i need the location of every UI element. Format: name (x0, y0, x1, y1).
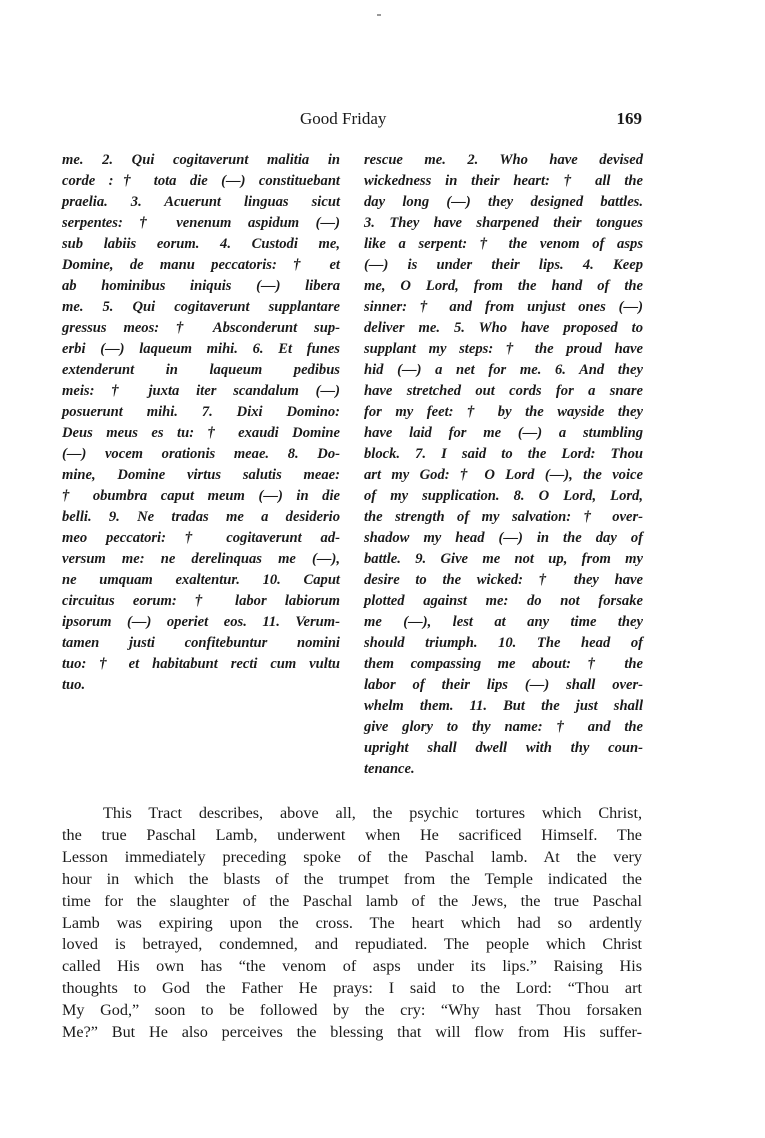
english-line: desire to the wicked: † they have (364, 572, 643, 588)
latin-line: meis: † juxta iter scandalum (—) (62, 383, 340, 399)
english-line: have stretched out cords for a snare (364, 383, 643, 399)
commentary-line: hour in which the blasts of the trumpet from the Temple indicated the (62, 869, 642, 888)
english-line: rescue me. 2. Who have devised (364, 152, 643, 168)
english-line: labor of their lips (—) shall over- (364, 677, 643, 693)
english-line: should triumph. 10. The head of (364, 635, 643, 651)
latin-line: meo peccatori: † cogitaverunt ad- (62, 530, 340, 546)
english-line: art my God: † O Lord (—), the voice (364, 467, 643, 483)
english-line: wickedness in their heart: † all the (364, 173, 643, 189)
latin-line: (—) vocem orationis meae. 8. Do- (62, 446, 340, 462)
latin-line: Domine, de manu peccatoris: † et (62, 257, 340, 273)
english-line: the strength of my salvation: † over- (364, 509, 643, 525)
english-line: upright shall dwell with thy coun- (364, 740, 643, 756)
latin-line: extenderunt in laqueum pedibus (62, 362, 340, 378)
english-line: tenance. (364, 761, 415, 777)
latin-line: † obumbra caput meum (—) in die (62, 488, 340, 504)
english-line: me (—), lest at any time they (364, 614, 643, 630)
english-line: supplant my steps: † the proud have (364, 341, 643, 357)
commentary-paragraph (62, 803, 642, 1044)
latin-line: corde :† tota die (—) constituebant (62, 173, 340, 189)
latin-line: tuo: † et habitabunt recti cum vultu (62, 656, 340, 672)
latin-line: me. 5. Qui cogitaverunt supplantare (62, 299, 340, 315)
latin-line: sub labiis eorum. 4. Custodi me, (62, 236, 340, 252)
latin-line: erbi (—) laqueum mihi. 6. Et funes (62, 341, 340, 357)
english-line: sinner: † and from unjust ones (—) (364, 299, 643, 315)
page-header (62, 109, 642, 133)
latin-line: me. 2. Qui cogitaverunt malitia in (62, 152, 340, 168)
latin-line: ab hominibus iniquis (—) libera (62, 278, 340, 294)
latin-line: gressus meos: † Absconderunt sup- (62, 320, 340, 336)
commentary-line: called His own has “the venom of asps under its lips.” Raising His (62, 957, 642, 976)
english-line: like a serpent: † the venom of asps (364, 236, 643, 252)
latin-line: circuitus eorum: † labor labiorum (62, 593, 340, 609)
latin-line: Deus meus es tu: † exaudi Domine (62, 425, 340, 441)
latin-line: posuerunt mihi. 7. Dixi Domino: (62, 404, 340, 420)
commentary-line: loved is betrayed, condemned, and repudiated. The people which Christ (62, 935, 642, 954)
latin-line: ne umquam exaltentur. 10. Caput (62, 572, 340, 588)
english-line: plotted against me: do not forsake (364, 593, 643, 609)
latin-line: ipsorum (—) operiet eos. 11. Verum- (62, 614, 340, 630)
commentary-line: This Tract describes, above all, the psychic tortures which Christ, (103, 804, 642, 822)
commentary-line: thoughts to God the Father He prays: I said to the Lord: “Thou art (62, 979, 642, 998)
latin-line: mine, Domine virtus salutis meae: (62, 467, 340, 483)
commentary-line: My God,” soon to be followed by the cry: “Why hast Thou forsaken (62, 1001, 642, 1020)
english-line: have laid for me (—) a stumbling (364, 425, 643, 441)
commentary-line: Lesson immediately preceding spoke of the Paschal lamb. At the very (62, 847, 642, 866)
english-line: of my supplication. 8. O Lord, Lord, (364, 488, 643, 504)
commentary-line: Me?” But He also perceives the blessing that will flow from His suffer- (62, 1023, 642, 1042)
english-line: day long (—) they designed battles. (364, 194, 643, 210)
english-line: battle. 9. Give me not up, from my (364, 551, 643, 567)
page-number: 169 (616, 109, 642, 128)
english-line: shadow my head (—) in the day of (364, 530, 643, 546)
english-line: me, O Lord, from the hand of the (364, 278, 643, 294)
english-column (364, 150, 643, 780)
english-line: whelm them. 11. But the just shall (364, 698, 643, 714)
english-line: (—) is under their lips. 4. Keep (364, 257, 643, 273)
latin-line: tamen justi confitebuntur nomini (62, 635, 340, 651)
english-line: them compassing me about: † the (364, 656, 643, 672)
latin-line: praelia. 3. Acuerunt linguas sicut (62, 194, 340, 210)
english-line: for my feet: † by the wayside they (364, 404, 643, 420)
english-line: give glory to thy name: † and the (364, 719, 643, 735)
latin-line: tuo. (62, 677, 86, 693)
english-line: block. 7. I said to the Lord: Thou (364, 446, 643, 462)
english-line: 3. They have sharpened their tongues (364, 215, 643, 231)
commentary-line: time for the slaughter of the Paschal lamb of the Jews, the true Paschal (62, 891, 642, 910)
scan-speck (377, 14, 381, 16)
latin-line: belli. 9. Ne tradas me a desiderio (62, 509, 340, 525)
latin-column (62, 150, 340, 696)
latin-line: versum me: ne derelinquas me (—), (62, 551, 340, 567)
latin-line: serpentes: † venenum aspidum (—) (62, 215, 340, 231)
english-line: deliver me. 5. Who have proposed to (364, 320, 643, 336)
english-line: hid (—) a net for me. 6. And they (364, 362, 643, 378)
running-title: Good Friday (300, 109, 387, 128)
commentary-line: Lamb was expiring upon the cross. The heart which had so ardently (62, 913, 642, 932)
commentary-line: the true Paschal Lamb, underwent when He sacrificed Himself. The (62, 825, 642, 844)
